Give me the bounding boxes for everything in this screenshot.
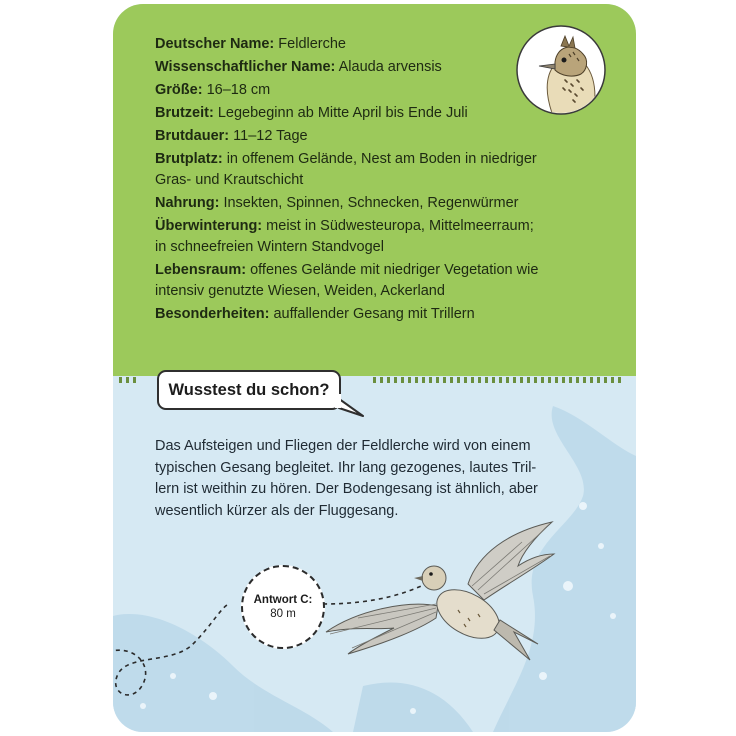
flying-lark-illustration <box>318 514 578 674</box>
fact-habitat: Lebensraum: offenes Gelände mit niedriger Vegetation wie intensiv genutzte Wiesen, Weiden, Ackerland <box>155 262 539 299</box>
speech-bubble-icon <box>335 394 365 420</box>
fact-size: Größe: 16–18 cm <box>155 82 271 98</box>
fact-wintering: Überwinterung: meist in Südwesteuropa, Mittelmeerraum; in schneefreien Wintern Standvogel <box>155 218 534 255</box>
answer-label: Antwort C: <box>253 594 313 606</box>
did-you-know-bubble <box>157 370 341 410</box>
answer-value: 80 m <box>270 608 296 620</box>
fun-fact-text: Das Aufsteigen und Fliegen der Feldlerche wird von einem typischen Gesang begleitet. Ihr lang gezogenes, lautes Tril- lern ist weithin zu hören. Der Bodengesang ist ähnlich, aber wesentlich kürzer als der Fluggesang. <box>155 438 538 519</box>
fact-breeding-site: Brutplatz: in offenem Gelände, Nest am Boden in niedriger Gras- und Krautschicht <box>155 151 537 188</box>
fact-special-features: Besonderheiten: auffallender Gesang mit Trillern <box>155 306 475 322</box>
fact-breeding-time: Brutzeit: Legebeginn ab Mitte April bis Ende Juli <box>155 105 468 121</box>
fact-food: Nahrung: Insekten, Spinnen, Schnecken, Regenwürmer <box>155 195 519 211</box>
fact-scientific-name: Wissenschaftlicher Name: Alauda arvensis <box>155 59 442 75</box>
species-card <box>113 4 636 732</box>
fact-breeding-duration: Brutdauer: 11–12 Tage <box>155 128 308 144</box>
did-you-know-heading: Wusstest du schon? <box>168 380 330 399</box>
answer-badge <box>241 565 325 649</box>
fact-german-name: Deutscher Name: Feldlerche <box>155 36 346 52</box>
